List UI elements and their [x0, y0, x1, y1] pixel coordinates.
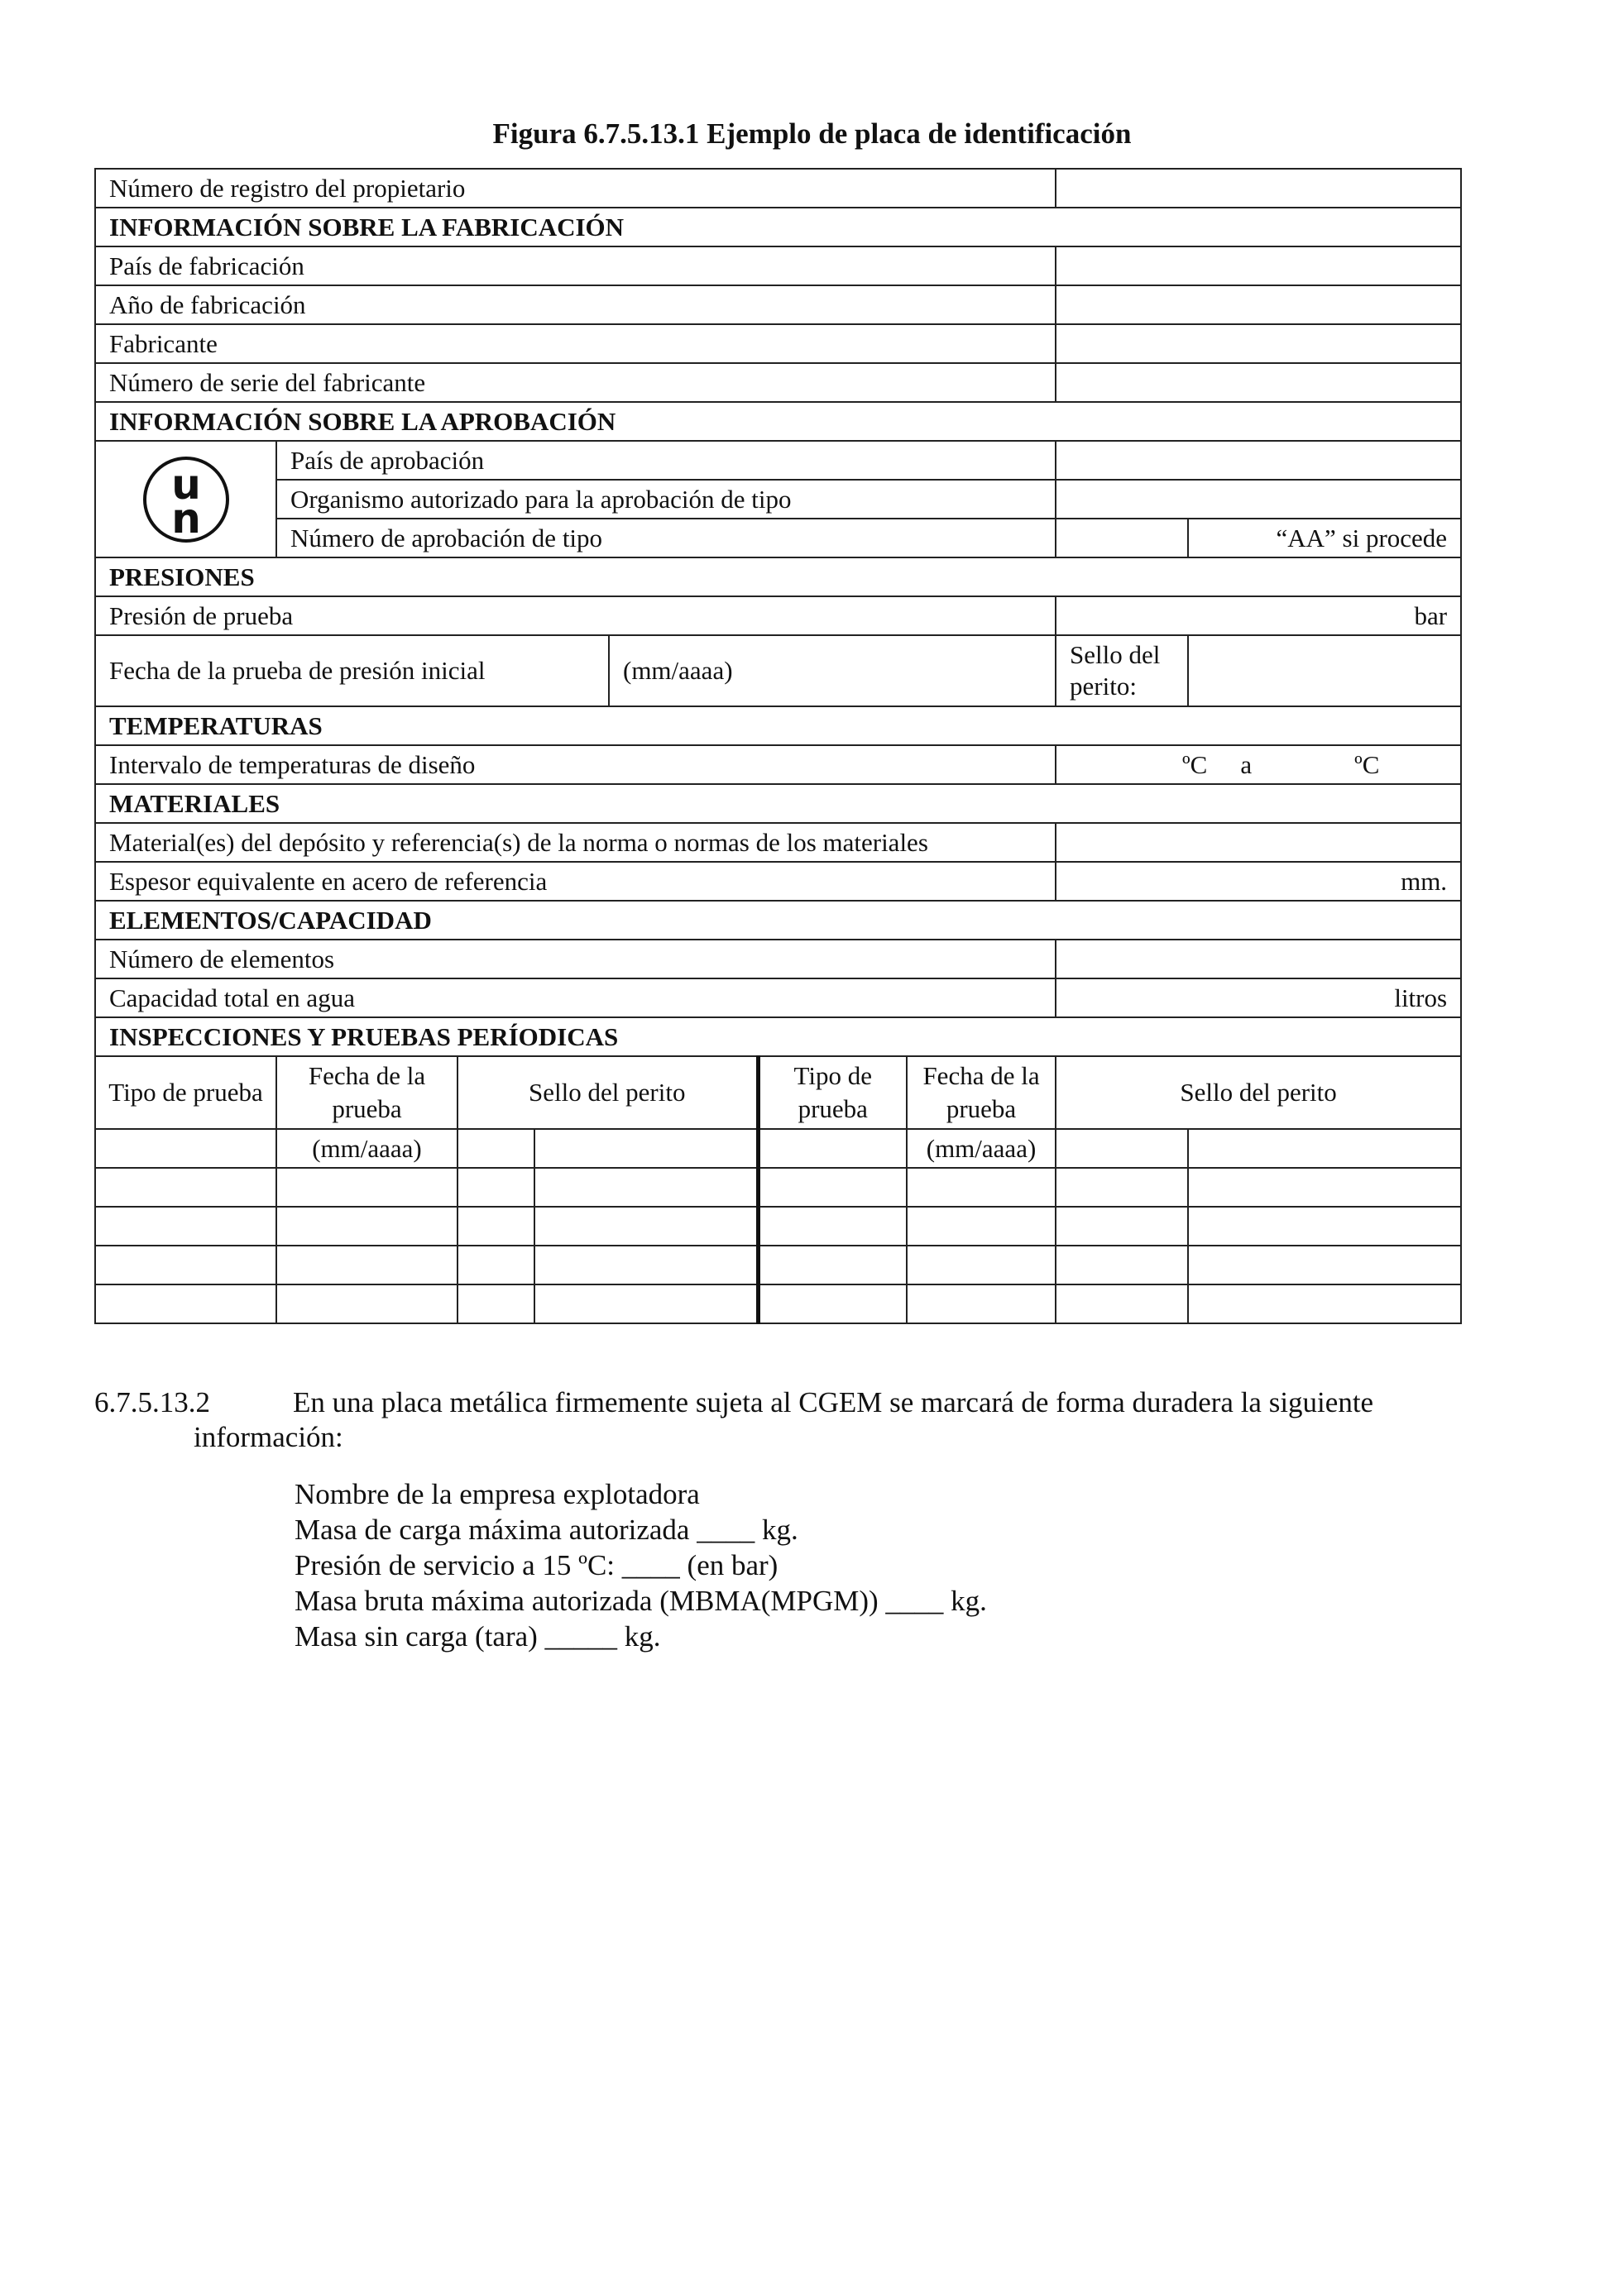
- inspection-cell[interactable]: [1188, 1129, 1461, 1168]
- manufacturer-value[interactable]: [1056, 324, 1461, 363]
- inspection-cell[interactable]: [95, 1168, 276, 1207]
- row-inspection-headers: [95, 1056, 1461, 1129]
- inspection-cell[interactable]: [758, 1168, 907, 1207]
- row-section-manufacture: [95, 208, 1461, 246]
- inspection-cell[interactable]: [907, 1207, 1056, 1246]
- inspection-cell[interactable]: [1188, 1168, 1461, 1207]
- inspection-cell[interactable]: [457, 1129, 534, 1168]
- num-elements-value[interactable]: [1056, 940, 1461, 978]
- authorized-body-value[interactable]: [1056, 480, 1461, 519]
- paragraph-text-line-2: información:: [194, 1421, 343, 1453]
- inspection-cell[interactable]: [95, 1207, 276, 1246]
- inspection-cell[interactable]: [907, 1246, 1056, 1284]
- inspection-row: [95, 1168, 1461, 1207]
- figure-title: Figura 6.7.5.13.1 Ejemplo de placa de identificación: [492, 117, 1132, 150]
- inspection-cell[interactable]: [758, 1207, 907, 1246]
- year-manufacture-value[interactable]: [1056, 285, 1461, 324]
- num-elements-label: Número de elementos: [95, 940, 1056, 978]
- paragraph-number: 6.7.5.13.2: [94, 1386, 210, 1418]
- row-test-pressure: [95, 596, 1461, 635]
- inspection-cell[interactable]: [95, 1246, 276, 1284]
- country-approval-value[interactable]: [1056, 441, 1461, 480]
- vessel-materials-label: Material(es) del depósito y referencia(s) de la norma o normas de los materiales: [95, 823, 1056, 862]
- year-manufacture-label: Año de fabricación: [95, 285, 1056, 324]
- inspection-cell[interactable]: [1188, 1246, 1461, 1284]
- initial-test-date-format: (mm/aaaa): [609, 635, 1056, 706]
- initial-test-date-label: Fecha de la prueba de presión inicial: [95, 635, 609, 706]
- expert-stamp-label: Sello del perito:: [1056, 635, 1188, 706]
- country-manufacture-value[interactable]: [1056, 246, 1461, 285]
- un-logo-text-bottom: n: [170, 494, 201, 543]
- serial-number-label: Número de serie del fabricante: [95, 363, 1056, 402]
- row-water-capacity: [95, 978, 1461, 1017]
- marking-list: [295, 1476, 987, 1654]
- equiv-thickness-label: Espesor equivalente en acero de referencia: [95, 862, 1056, 901]
- list-item: Masa de carga máxima autorizada ____ kg.: [295, 1514, 798, 1546]
- row-year-manufacture: [95, 285, 1461, 324]
- header-test-type-2: Tipo de prueba: [758, 1056, 907, 1129]
- row-country-approval: [95, 441, 1461, 480]
- section-pressures: PRESIONES: [95, 557, 1461, 596]
- row-design-temp-range: [95, 745, 1461, 784]
- inspection-cell[interactable]: [907, 1168, 1056, 1207]
- identification-plate-table: [94, 168, 1462, 1324]
- inspection-cell[interactable]: [457, 1246, 534, 1284]
- inspection-cell[interactable]: [1056, 1207, 1188, 1246]
- inspection-cell[interactable]: [1056, 1284, 1188, 1323]
- section-approval: INFORMACIÓN SOBRE LA APROBACIÓN: [95, 402, 1461, 441]
- inspection-cell[interactable]: [907, 1284, 1056, 1323]
- row-approval-number: [95, 519, 1461, 557]
- row-vessel-materials: [95, 823, 1461, 862]
- paragraph-text-line-1: En una placa metálica firmemente sujeta al CGEM se marcará de forma duradera la siguiente: [293, 1386, 1374, 1418]
- list-item: Masa bruta máxima autorizada (MBMA(MPGM)) ____ kg.: [295, 1585, 987, 1617]
- section-temperatures: TEMPERATURAS: [95, 706, 1461, 745]
- inspection-cell[interactable]: [534, 1168, 758, 1207]
- header-test-date-2: Fecha de la prueba: [907, 1056, 1056, 1129]
- manufacturer-label: Fabricante: [95, 324, 1056, 363]
- row-initial-test-date: [95, 635, 1461, 706]
- section-inspections: INSPECCIONES Y PRUEBAS PERÍODICAS: [95, 1017, 1461, 1056]
- deg-c-unit-1: ºC: [1182, 749, 1208, 779]
- serial-number-value[interactable]: [1056, 363, 1461, 402]
- inspection-cell[interactable]: [1056, 1168, 1188, 1207]
- deg-c-unit-2: ºC: [1354, 749, 1380, 779]
- inspection-cell[interactable]: [534, 1246, 758, 1284]
- inspection-cell[interactable]: [276, 1207, 457, 1246]
- list-item: Presión de servicio a 15 ºC: ____ (en bar): [295, 1549, 778, 1581]
- row-section-approval: [95, 402, 1461, 441]
- list-item: Masa sin carga (tara) _____ kg.: [295, 1620, 661, 1653]
- section-manufacture: INFORMACIÓN SOBRE LA FABRICACIÓN: [95, 208, 1461, 246]
- row-country-manufacture: [95, 246, 1461, 285]
- inspection-cell[interactable]: [1188, 1284, 1461, 1323]
- header-stamp-1: Sello del perito: [457, 1056, 758, 1129]
- row-manufacturer: [95, 324, 1461, 363]
- row-owner-registration: [95, 169, 1461, 208]
- inspection-cell[interactable]: [1188, 1207, 1461, 1246]
- inspection-cell[interactable]: [534, 1129, 758, 1168]
- test-pressure-label: Presión de prueba: [95, 596, 1056, 635]
- inspection-date-format-2: (mm/aaaa): [907, 1129, 1056, 1168]
- row-section-inspections: [95, 1017, 1461, 1056]
- inspection-cell[interactable]: [758, 1129, 907, 1168]
- inspection-cell[interactable]: [457, 1207, 534, 1246]
- owner-registration-value[interactable]: [1056, 169, 1461, 208]
- design-temp-range-value[interactable]: [1056, 745, 1461, 784]
- row-equiv-thickness: [95, 862, 1461, 901]
- paragraph-6-7-5-13-2: [94, 1385, 1501, 1455]
- inspection-cell[interactable]: [1056, 1246, 1188, 1284]
- expert-stamp-value[interactable]: [1188, 635, 1461, 706]
- inspection-cell[interactable]: [276, 1284, 457, 1323]
- water-capacity-unit: litros: [1056, 978, 1461, 1017]
- un-logo-cell: [95, 441, 276, 557]
- inspection-row: [95, 1246, 1461, 1284]
- row-section-elements: [95, 901, 1461, 940]
- section-materials: MATERIALES: [95, 784, 1461, 823]
- inspection-row: [95, 1207, 1461, 1246]
- header-stamp-2: Sello del perito: [1056, 1056, 1461, 1129]
- section-elements: ELEMENTOS/CAPACIDAD: [95, 901, 1461, 940]
- un-logo-text-top: u: [170, 460, 201, 509]
- row-section-pressures: [95, 557, 1461, 596]
- water-capacity-label: Capacidad total en agua: [95, 978, 1056, 1017]
- inspection-cell[interactable]: [758, 1246, 907, 1284]
- header-test-type-1: Tipo de prueba: [95, 1056, 276, 1129]
- row-section-materials: [95, 784, 1461, 823]
- inspection-cell[interactable]: [534, 1207, 758, 1246]
- approval-number-value[interactable]: [1056, 519, 1188, 557]
- row-authorized-body: [95, 480, 1461, 519]
- inspection-cell[interactable]: [457, 1168, 534, 1207]
- inspection-cell[interactable]: [457, 1284, 534, 1323]
- owner-registration-label: Número de registro del propietario: [95, 169, 1056, 208]
- row-section-temperatures: [95, 706, 1461, 745]
- un-logo-icon: [140, 453, 232, 546]
- authorized-body-label: Organismo autorizado para la aprobación de tipo: [276, 480, 1056, 519]
- row-num-elements: [95, 940, 1461, 978]
- country-manufacture-label: País de fabricación: [95, 246, 1056, 285]
- inspection-row: [95, 1284, 1461, 1323]
- temp-a-label: a: [1240, 749, 1253, 779]
- aa-note: “AA” si procede: [1188, 519, 1461, 557]
- design-temp-range-label: Intervalo de temperaturas de diseño: [95, 745, 1056, 784]
- inspection-cell[interactable]: [758, 1284, 907, 1323]
- list-item: Nombre de la empresa explotadora: [295, 1478, 700, 1510]
- vessel-materials-value[interactable]: [1056, 823, 1461, 862]
- test-pressure-unit: bar: [1056, 596, 1461, 635]
- inspection-cell[interactable]: [534, 1284, 758, 1323]
- row-serial-number: [95, 363, 1461, 402]
- header-test-date-1: Fecha de la prueba: [276, 1056, 457, 1129]
- approval-number-label: Número de aprobación de tipo: [276, 519, 1056, 557]
- paragraph-line-1: [94, 1385, 1501, 1420]
- equiv-thickness-unit: mm.: [1056, 862, 1461, 901]
- inspection-date-format-1: (mm/aaaa): [276, 1129, 457, 1168]
- inspection-cell[interactable]: [1056, 1129, 1188, 1168]
- inspection-cell[interactable]: [95, 1284, 276, 1323]
- inspection-row: [95, 1129, 1461, 1168]
- inspection-cell[interactable]: [95, 1129, 276, 1168]
- country-approval-label: País de aprobación: [276, 441, 1056, 480]
- inspection-cell[interactable]: [276, 1246, 457, 1284]
- inspection-cell[interactable]: [276, 1168, 457, 1207]
